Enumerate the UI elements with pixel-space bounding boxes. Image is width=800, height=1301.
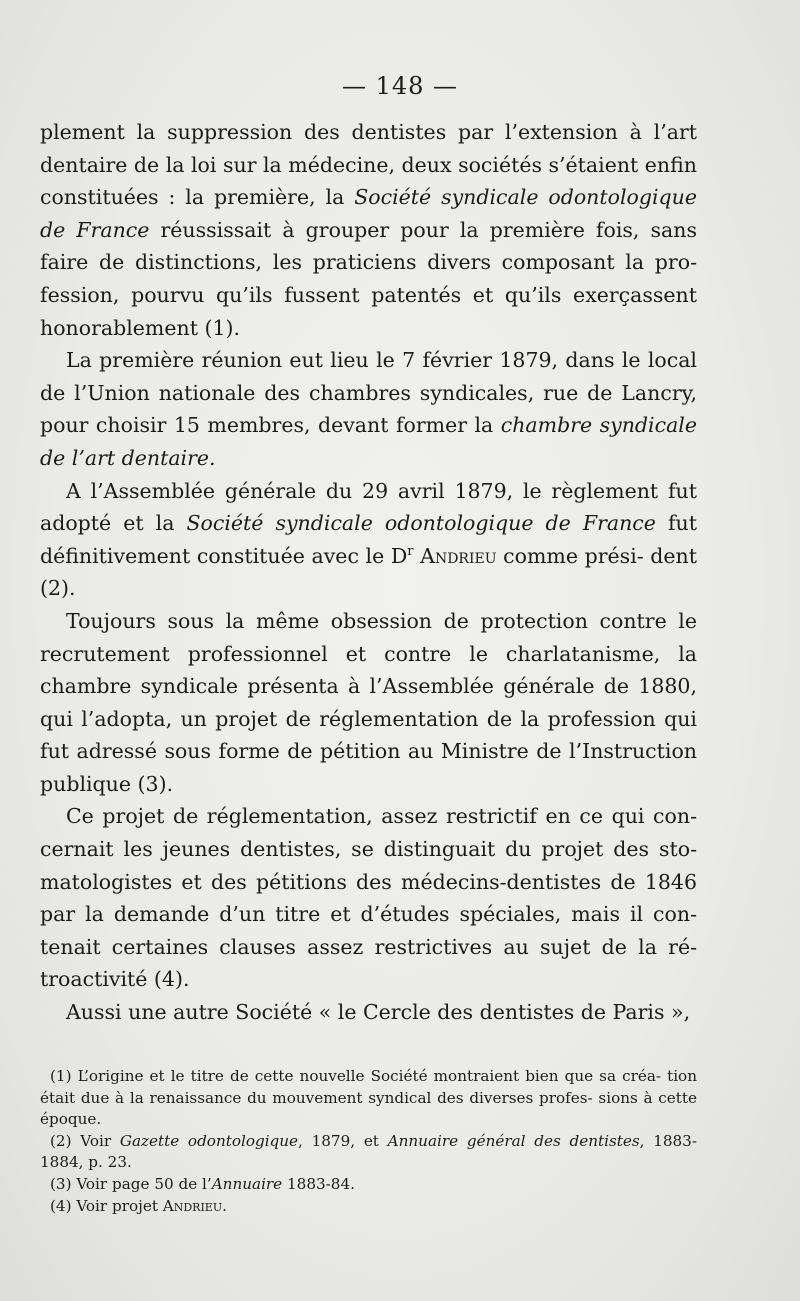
- footnote-2-text-e: , 1883-1884, p. 23.: [40, 1131, 697, 1172]
- footnote-4: [40, 1196, 697, 1218]
- body-text: [40, 116, 697, 1029]
- footnote-4-text-a: (4) Voir projet: [50, 1196, 163, 1215]
- footnote-2-annuaire-title: Annuaire général des dentistes: [387, 1131, 640, 1150]
- paragraph-2: [40, 344, 697, 474]
- footnote-2-text-a: (2) Voir: [50, 1131, 120, 1150]
- president-name: Andrieu: [420, 543, 497, 568]
- paragraph-5: Ce projet de réglementation, assez restrictif en ce qui con- cernait les jeunes dentistes, se distinguait du projet des sto- matologistes et des pétitions des médecins-dentistes de 1846 par la demande d’un titre et d’études spéciales, mais il con- tenait certaines clauses assez restrictives au sujet de la ré- troactivité (4).: [40, 804, 697, 992]
- footnote-3-annuaire-title: Annuaire: [211, 1174, 283, 1193]
- paragraph-1-text-a: plement la suppression des dentistes par l’extension à l’art dentaire de la loi sur la médecine, deux sociétés s’étaient enfin constituées : la première, la: [40, 120, 697, 210]
- paragraph-1: [40, 116, 697, 344]
- paragraph-3-text-a: A l’Assemblée générale du 29 avril 1879, le règlement fut adopté et la: [40, 478, 697, 536]
- page-number: — 148 —: [341, 72, 459, 100]
- footnote-2: [40, 1131, 697, 1174]
- society-name-italic-2: Société syndicale odontologique de France: [186, 511, 656, 536]
- footnote-1: (1) L’origine et le titre de cette nouvelle Société montraient bien que sa créa- tion était due à la renaissance du mouvement syndical des diverses profes- sions à cette époque.: [40, 1067, 697, 1129]
- paragraph-3: [40, 475, 697, 605]
- society-name-italic: Société syndicale odontologique de France: [40, 185, 697, 242]
- footnote-3-text-c: 1883-84.: [282, 1174, 355, 1193]
- footnotes: [40, 1066, 697, 1217]
- paragraph-2-text-a: La première réunion eut lieu le 7 février 1879, dans le local de l’Union nationale des chambres syndicales, rue de Lancry, pour choisir 15 membres, devant former la: [40, 348, 697, 438]
- paragraph-3-text-c: fut définitivement constituée avec le D: [40, 511, 697, 568]
- paragraph-4: Toujours sous la même obsession de protection contre le recrutement professionnel et contre le charlatanisme, la chambre syndicale présenta à l’Assemblée générale de 1880, qui l’adopta, un projet de réglementation de la profession qui fut adressé sous forme de pétition au Ministre de l’Instruction publique (3).: [40, 608, 697, 796]
- footnote-2-text-c: , 1879, et: [298, 1131, 388, 1150]
- footnote-2-gazette-title: Gazette odontologique: [119, 1131, 299, 1150]
- footnote-3: [40, 1174, 697, 1196]
- doctor-abbrev-sup: r: [407, 543, 414, 559]
- footnote-4-name: Andrieu: [162, 1196, 223, 1215]
- paragraph-1-text-c: réussissait à grouper pour la première fois, sans faire de distinctions, les praticiens divers composant la pro- fession, pourvu qu’ils fussent patentés et qu’ils exerçassent honorablement (1).: [40, 217, 697, 340]
- footnote-3-text-a: (3) Voir page 50 de l’: [50, 1174, 212, 1193]
- footnote-4-text-c: .: [222, 1196, 227, 1215]
- paragraph-6: Aussi une autre Société « le Cercle des dentistes de Paris »,: [66, 1000, 691, 1025]
- paragraph-3-text-d: comme prési- dent (2).: [40, 543, 697, 601]
- chamber-name-italic: chambre syndicale de l’art dentaire.: [40, 413, 697, 470]
